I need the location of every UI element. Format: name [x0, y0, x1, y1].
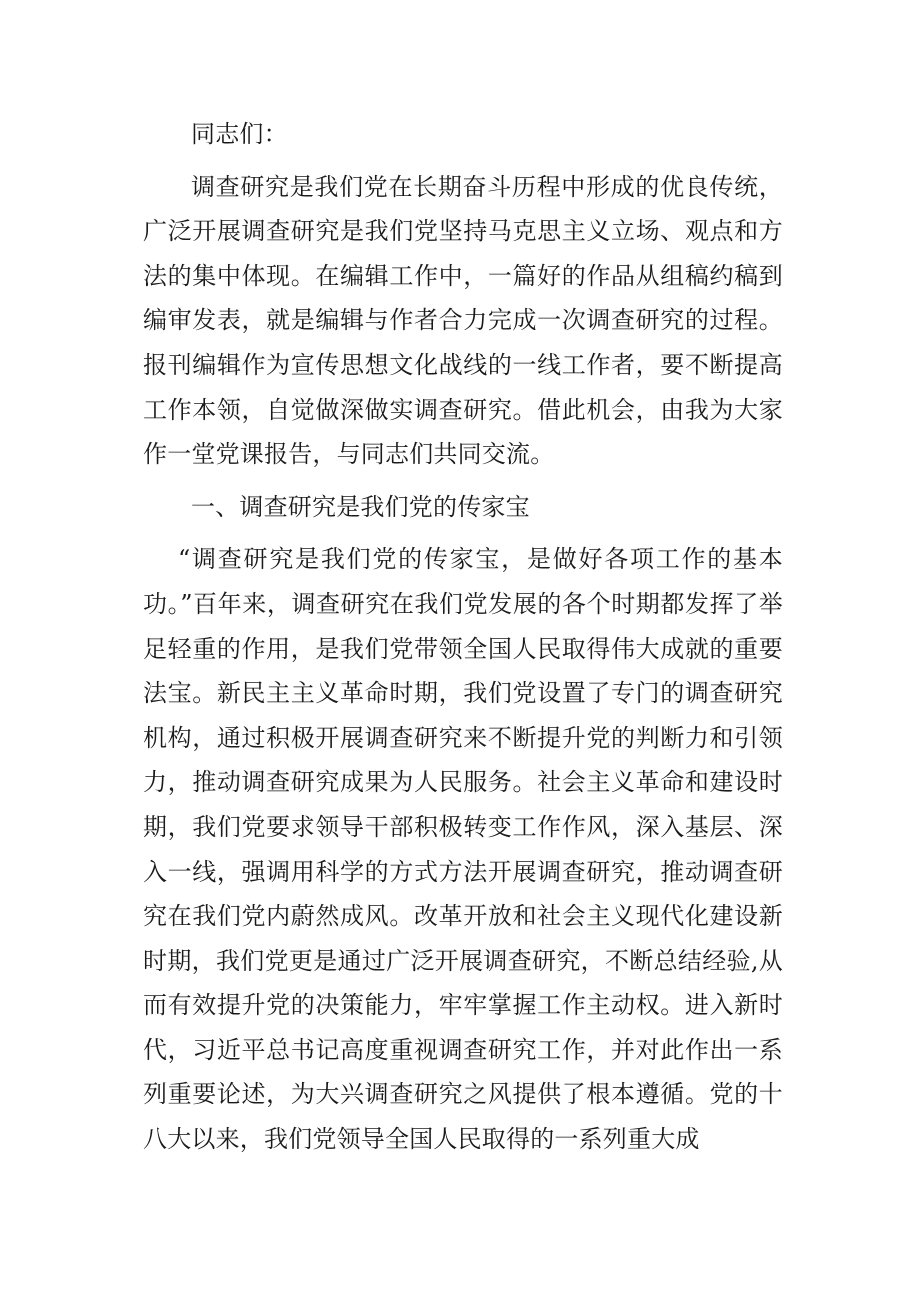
salutation: 同志们：: [191, 120, 288, 148]
spacer: [143, 477, 783, 485]
paragraph-intro: 调查研究是我们党在长期奋斗历程中形成的优良传统，广泛开展调查研究是我们党坚持马克思主义立场、观点和方法的集中体现。在编辑工作中，一篇好的作品从组稿约稿到编审发表，就是编辑与作者合力完成一次调查研究的过程。报刊编辑作为宣传思想文化战线的一线工作者，要不断提高工作本领，自觉做深做实调查研究。借此机会，由我为大家作一堂党课报告，与同志们共同交流。: [143, 172, 783, 469]
section-heading: 一、调查研究是我们党的传家宝: [191, 492, 530, 521]
paragraph-history: “调查研究是我们党的传家宝，是做好各项工作的基本功。”百年来，调查研究在我们党发展的各个时期都发挥了举足轻重的作用，是我们党带领全国人民取得伟大成就的重要法宝。新民主主义革命时期，我们党设置了专门的调查研究机构，通过积极开展调查研究来不断提升党的判断力和引领力，推动调查研究成果为人民服务。社会主义革命和建设时期，我们党要求领导干部积极转变工作作风，深入基层、深入一线，强调用科学的方式方法开展调查研究，推动调查研究在我们党内蔚然成风。改革开放和社会主义现代化建设新时期，我们党更是通过广泛开展调查研究，不断总结经验,从而有效提升党的决策能力，牢牢掌握工作主动权。进入新时代，习近平总书记高度重视调查研究工作，并对此作出一系列重要论述，为大兴调查研究之风提供了根本遵循。党的十八大以来，我们党领导全国人民取得的一系列重大成: [143, 545, 783, 1154]
spacer: [143, 529, 783, 537]
document-body: [143, 112, 783, 1162]
spacer: [143, 157, 783, 165]
